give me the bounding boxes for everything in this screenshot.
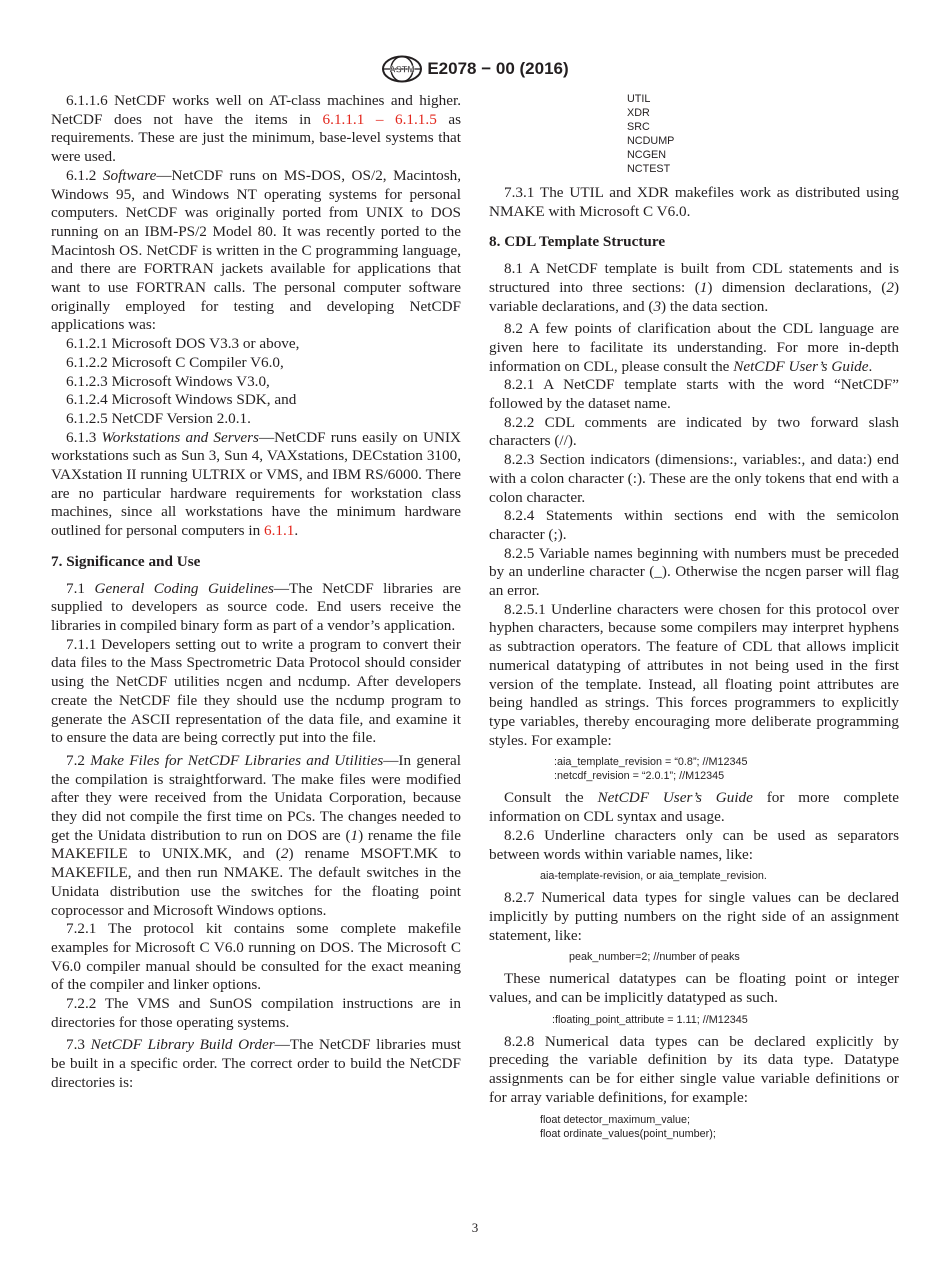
document-id: E2078 − 00 (2016): [427, 59, 569, 78]
paragraph-7-2-2: 7.2.2 The VMS and SunOS compilation instructions are in directories for those operating systems.: [51, 995, 461, 1031]
paragraph-8-2-6: 8.2.6 Underline characters only can be used as separators between words within variable names, like:: [489, 826, 899, 863]
paragraph-7-3-1: 7.3.1 The UTIL and XDR makefiles work as distributed using NMAKE with Microsoft C V6.0.: [489, 184, 899, 220]
code-example-revision: :aia_template_revision = “0.8”; //M12345 :netcdf_revision = “2.0.1”; //M12345: [554, 756, 748, 783]
list-item: 6.1.2.1 Microsoft DOS V3.3 or above,: [66, 335, 300, 353]
paragraph-consult-guide: Consult the NetCDF User’s Guide for more complete information on CDL syntax and usage.: [489, 789, 899, 826]
paragraph-8-1: 8.1 A NetCDF template is built from CDL statements and is structured into three sections: (1) dimension declarations, (2) variable declarations, and (3) the data section.: [489, 260, 899, 315]
paragraph-8-2-2: 8.2.2 CDL comments are indicated by two forward slash characters (//).: [489, 413, 899, 450]
paragraph-8-2: 8.2 A few points of clarification about the CDL language are given here to facilitate its understanding. For more in-depth information on CDL, please consult the NetCDF User’s Guide.: [489, 320, 899, 375]
paragraph-6-1-2: 6.1.2 Software—NetCDF runs on MS-DOS, OS/2, Macintosh, Windows 95, and Windows NT operating systems for personal computers. NetCDF was originally ported from UNIX to DOS running on an IBM-PS/2 Model 80. It was recently ported to the Macintosh OS. NetCDF is written in the C programming language, and there are FORTRAN jackets available for applications that want to use FORTRAN calls. The personal computer software originally employed for testing and developing NetCDF applications was:: [51, 166, 461, 334]
paragraph-8-2-1: 8.2.1 A NetCDF template starts with the word “NetCDF” followed by the dataset name.: [489, 376, 899, 413]
paragraph-8-2-4: 8.2.4 Statements within sections end with the semicolon character (;).: [489, 507, 899, 543]
paragraph-7-2-1: 7.2.1 The protocol kit contains some complete makefile examples for Microsoft C V6.0 running on DOS. The Microsoft C V6.0 compiler manual should be consulted for the exact meaning of the compiler and linker options.: [51, 920, 461, 994]
section-range-link[interactable]: 6.1.1.1 – 6.1.1.5: [322, 110, 437, 128]
directory-list: UTIL XDR SRC NCDUMP NCGEN NCTEST: [627, 93, 675, 175]
paragraph-8-2-8: 8.2.8 Numerical data types can be declared explicitly by preceding the variable definition by its data type. Datatype assignments can be for either single value variable definitions or for array variable definitions, for example:: [489, 1032, 899, 1106]
paragraph-6-1-3: 6.1.3 Workstations and Servers—NetCDF runs easily on UNIX workstations such as Sun 3, Sun 4, VAXstations, DECstation 3100, VAXstation II running ULTRIX or VMS, and IBM RS/6000. There are no particular hardware requirements for workstation class machines, since all workstations have the minimum hardware outlined for personal computers in 6.1.1.: [51, 428, 462, 540]
left-column: [51, 92, 461, 1093]
astm-logo-icon: [381, 55, 423, 83]
paragraph-7-1: 7.1 General Coding Guidelines—The NetCDF libraries are supplied to developers as source code. End users receive the libraries in compiled binary form as part of a vendor’s application.: [51, 579, 462, 634]
paragraph-7-1-1: 7.1.1 Developers setting out to write a program to convert their data files to the Mass Spectrometric Data Protocol should consider using the NetCDF utilities ncgen and ncdump. After developers create the NetCDF file they should use the ncdump program to generate the ASCII representation of the data file, and examine it to ensure the data are being correctly put into the file.: [51, 635, 461, 747]
list-item: 6.1.2.2 Microsoft C Compiler V6.0,: [66, 353, 284, 371]
paragraph-8-2-3: 8.2.3 Section indicators (dimensions:, variables:, and data:) end with a colon character (:). These are the only tokens that end with a colon character.: [489, 451, 899, 506]
paragraph-6-1-1-6: 6.1.1.6 NetCDF works well on AT-class machines and higher. NetCDF does not have the items in 6.1.1.1 – 6.1.1.5 as requirements. These are just the minimum, base-level systems that were used.: [51, 92, 461, 166]
software-list: [51, 335, 461, 429]
paragraph-8-2-5: 8.2.5 Variable names beginning with numbers must be preceded by an underline character (_). Otherwise the ncgen parser will flag an error.: [489, 544, 899, 600]
paragraph-numerical-datatypes: These numerical datatypes can be floating point or integer values, and can be implicitly datatyped as such.: [489, 970, 899, 1007]
code-example-peak-number: peak_number=2; //number of peaks: [569, 951, 740, 964]
right-column: [489, 92, 899, 1147]
paragraph-8-2-7: 8.2.7 Numerical data types for single values can be declared implicitly by putting numbers on the right side of an assignment statement, like:: [489, 889, 899, 944]
section-heading-8: 8. CDL Template Structure: [489, 233, 666, 251]
list-item: 6.1.2.3 Microsoft Windows V3.0,: [66, 372, 270, 390]
paragraph-8-2-5-1: 8.2.5.1 Underline characters were chosen for this protocol over hyphen characters, because some compilers may interpret hyphens as subtraction operators. The feature of CDL that allows implicit numerical datatyping of attributes in not being used in the first version of the template. Instead, all floating point attributes are being handled as strings. This forces programmers to explicitly type variables, thereby encouraging more deliberate programming styles. For example:: [489, 600, 899, 749]
page-header: [0, 52, 950, 86]
code-example-floating-point: :floating_point_attribute = 1.11; //M12345: [552, 1013, 748, 1026]
code-example-float-decl: float detector_maximum_value; float ordinate_values(point_number);: [540, 1113, 716, 1140]
section-heading-7: 7. Significance and Use: [51, 552, 201, 570]
code-example-underline: aia-template-revision, or aia_template_revision.: [540, 870, 767, 883]
list-item: 6.1.2.5 NetCDF Version 2.0.1.: [66, 409, 251, 427]
paragraph-7-3: 7.3 NetCDF Library Build Order—The NetCDF libraries must be built in a specific order. The correct order to build the NetCDF directories is:: [51, 1036, 461, 1091]
section-link-6-1-1[interactable]: 6.1.1: [264, 522, 295, 540]
svg-text:ASTM: ASTM: [389, 64, 416, 75]
list-item: 6.1.2.4 Microsoft Windows SDK, and: [66, 391, 297, 409]
paragraph-7-2: 7.2 Make Files for NetCDF Libraries and Utilities—In general the compilation is straightforward. The make files were modified after they were received from the Unidata Corporation, because they did not compile the first time on PCs. The changes needed to get the Unidata distribution to run on DOS are (1) rename the file MAKEFILE to UNIX.MK, and (2) rename MSOFT.MK to MAKEFILE, and then run NMAKE. The default switches in the Unidata distribution use the switches for the floating point coprocessor and Microsoft Windows options.: [51, 751, 462, 919]
page-number: 3: [471, 1220, 479, 1235]
